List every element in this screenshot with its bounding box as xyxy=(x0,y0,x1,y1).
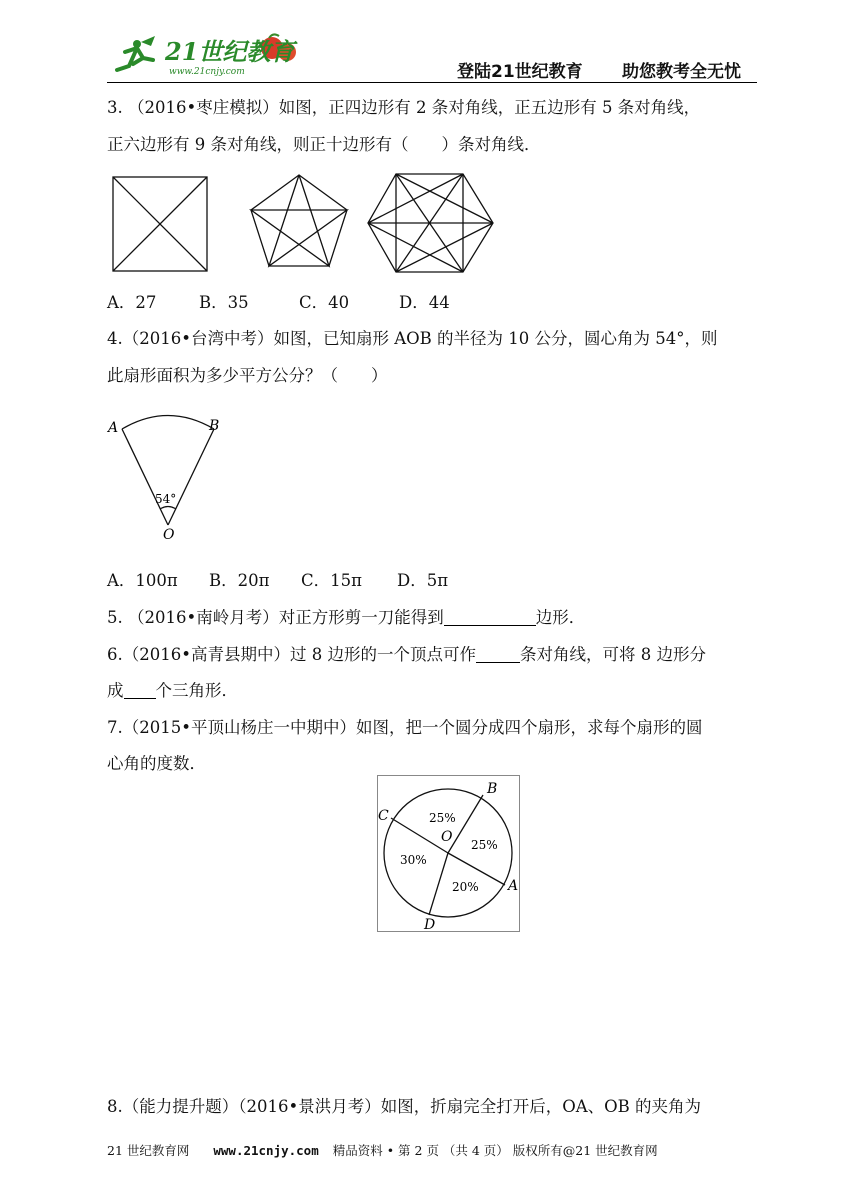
q5-text-after: 边形． xyxy=(535,608,586,627)
q8-line1: 8.（能力提升题）（2016•景洪月考）如图，折扇完全打开后，OA、OB 的夹角为 xyxy=(107,1097,702,1116)
q3-polygons-figure xyxy=(105,168,495,278)
q4-option-c: C．15π xyxy=(301,571,362,590)
header-rule xyxy=(107,82,757,83)
q6-line2 xyxy=(107,679,238,703)
q7-label-b: B xyxy=(487,781,498,797)
footer-url[interactable]: www.21cnjy.com xyxy=(213,1143,319,1158)
svg-text:www.21cnjy.com: www.21cnjy.com xyxy=(169,67,245,77)
hexagon-diagonals xyxy=(368,174,493,272)
q3-option-c: C．40 xyxy=(299,293,350,312)
q4-label-angle: 54° xyxy=(155,492,177,506)
q3-option-b: B．35 xyxy=(199,293,249,312)
q7-label-o: O xyxy=(441,829,453,845)
q3-option-d: D．44 xyxy=(399,293,450,312)
q4-option-d: D．5π xyxy=(397,571,449,590)
q4-label-b: B xyxy=(209,418,220,434)
q6-text-line2-before: 成 xyxy=(107,681,124,700)
q7-line1: 7.（2015•平顶山杨庄一中期中）如图，把一个圆分成四个扇形，求每个扇形的圆 xyxy=(107,718,703,737)
header-logo xyxy=(107,30,307,80)
q7-line2: 心角的度数． xyxy=(107,754,206,773)
header-slogan-left: 登陆21世纪教育 xyxy=(457,62,583,82)
q3-line2: 正六边形有 9 条对角线，则正十边形有（ ）条对角线． xyxy=(107,135,541,154)
q4-line1: 4.（2016•台湾中考）如图，已知扇形 AOB 的半径为 10 公分，圆心角为 54°，则 xyxy=(107,329,718,348)
q7-circle-figure xyxy=(377,775,520,933)
pentagon-diagonals xyxy=(251,175,347,266)
footer-site: 21 世纪教育网 xyxy=(107,1143,190,1158)
q5-answer-blank[interactable] xyxy=(444,607,536,626)
q7-percent-bottom: 20% xyxy=(452,880,479,894)
q6-text-middle: 条对角线，可将 8 边形分 xyxy=(519,645,706,664)
q6-text-line2-after: 个三角形． xyxy=(155,681,238,700)
q6-blank-triangles[interactable] xyxy=(124,680,156,699)
q4-line2: 此扇形面积为多少平方公分？（ ） xyxy=(107,366,388,385)
footer-info: 精品资料 • 第 2 页 （共 4 页） 版权所有@21 世纪教育网 xyxy=(332,1143,658,1158)
svg-text:21世纪教育: 21世纪教育 xyxy=(165,37,295,66)
q6-line1 xyxy=(107,643,706,667)
q4-sector-figure xyxy=(105,408,235,548)
q7-percent-top: 25% xyxy=(429,811,456,825)
q7-percent-right: 25% xyxy=(471,838,498,852)
q7-label-d: D xyxy=(424,917,436,933)
q4-options xyxy=(107,569,448,593)
q4-label-o: O xyxy=(163,527,175,543)
q4-option-b: B．20π xyxy=(209,571,270,590)
q4-option-a: A．100π xyxy=(107,571,178,590)
q4-label-a: A xyxy=(108,420,119,436)
q3-line1: 3. （2016•枣庄模拟）如图，正四边形有 2 条对角线，正五边形有 5 条对角线， xyxy=(107,98,701,117)
q7-label-a: A xyxy=(508,878,519,894)
q3-option-a: A．27 xyxy=(107,293,157,312)
square-diagonals xyxy=(113,177,207,271)
q5-line xyxy=(107,606,585,630)
header-slogan-right: 助您教考全无忧 xyxy=(622,62,741,82)
q3-options xyxy=(107,291,450,315)
q6-blank-diagonals[interactable] xyxy=(476,644,520,663)
footer xyxy=(107,1141,658,1159)
q6-text-before: 6.（2016•高青县期中）过 8 边形的一个顶点可作 xyxy=(107,645,476,664)
q5-text-before: 5. （2016•南岭月考）对正方形剪一刀能得到 xyxy=(107,608,444,627)
q7-percent-left: 30% xyxy=(400,853,427,867)
q7-label-c: C xyxy=(378,808,389,824)
logo-runner-icon xyxy=(107,30,307,80)
